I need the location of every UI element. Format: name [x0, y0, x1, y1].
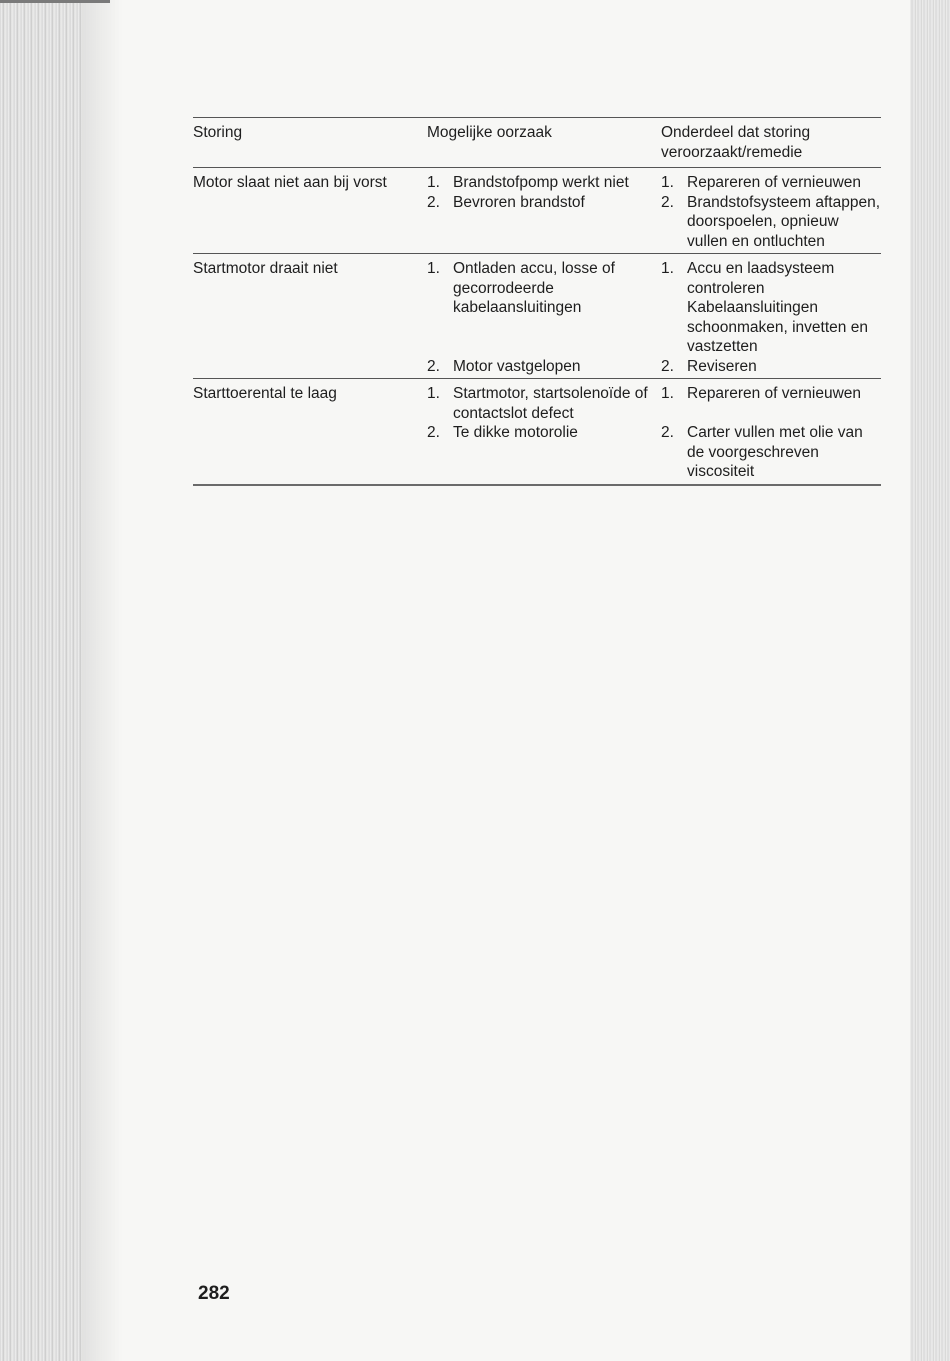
item-text: Brandstofsysteem aftappen, doorspoelen, opnieuw vullen en ontluchten	[687, 193, 881, 250]
list-item	[427, 193, 661, 213]
item-text: Ontladen accu, losse of gecorrodeerde kabelaansluitingen	[453, 260, 615, 316]
oorzaak-cell	[427, 384, 661, 482]
item-number: 2.	[427, 424, 440, 441]
table-header-row	[193, 118, 881, 167]
item-number: 1.	[427, 260, 440, 277]
header-storing: Storing	[193, 124, 243, 141]
table-row	[193, 168, 881, 253]
storing-cell: Motor slaat niet aan bij vorst	[193, 174, 387, 191]
list-item	[661, 173, 881, 193]
remedie-cell	[661, 259, 881, 376]
remedie-cell	[661, 384, 881, 482]
item-number: 2.	[661, 357, 674, 375]
item-text: Accu en laadsysteem controleren Kabelaansluitingen schoonmaken, invetten en vastzetten	[687, 260, 868, 355]
troubleshooting-table	[193, 117, 881, 486]
header-oorzaak: Mogelijke oorzaak	[427, 124, 552, 141]
item-text: Startmotor, startsolenoïde of contactslot defect	[453, 385, 648, 422]
list-item	[427, 384, 661, 423]
list-item	[661, 423, 881, 482]
storing-cell: Startmotor draait niet	[193, 260, 338, 277]
oorzaak-cell	[427, 173, 661, 251]
list-item	[427, 259, 661, 318]
item-text: Motor vastgelopen	[453, 357, 581, 375]
item-number: 2.	[661, 424, 674, 441]
item-number: 1.	[661, 260, 674, 277]
oorzaak-cell	[427, 259, 661, 376]
item-number: 1.	[661, 174, 674, 191]
item-text: Carter vullen met olie van de voorgeschreven viscositeit	[687, 424, 863, 480]
scan-top-mark	[0, 0, 110, 3]
scan-binding-edge	[0, 0, 82, 1361]
item-text: Repareren of vernieuwen	[687, 385, 862, 402]
list-item	[661, 357, 881, 377]
item-text: Te dikke motorolie	[453, 424, 578, 441]
scan-page-edge	[910, 0, 950, 1361]
item-number: 1.	[427, 385, 440, 402]
remedie-cell	[661, 173, 881, 251]
storing-cell: Starttoerental te laag	[193, 385, 337, 402]
item-number: 2.	[427, 357, 440, 375]
item-text: Repareren of vernieuwen	[687, 174, 862, 191]
item-text: Reviseren	[687, 357, 757, 375]
item-number: 1.	[661, 385, 674, 402]
table-row	[193, 254, 881, 378]
list-item	[661, 193, 881, 252]
item-text: Brandstofpomp werkt niet	[453, 174, 629, 191]
list-item	[661, 384, 881, 404]
item-text: Bevroren brandstof	[453, 193, 585, 211]
list-item	[427, 173, 661, 193]
item-number: 2.	[661, 193, 674, 211]
spacer	[661, 404, 881, 424]
item-number: 2.	[427, 193, 440, 211]
header-remedie: Onderdeel dat storing veroorzaakt/remedie	[661, 124, 811, 161]
list-item	[427, 357, 661, 377]
table-row	[193, 379, 881, 484]
page-number: 282	[198, 1283, 230, 1304]
list-item	[661, 259, 881, 357]
spacer	[427, 318, 661, 357]
table-bottom-rule	[193, 484, 881, 486]
item-number: 1.	[427, 174, 440, 191]
list-item	[427, 423, 661, 443]
